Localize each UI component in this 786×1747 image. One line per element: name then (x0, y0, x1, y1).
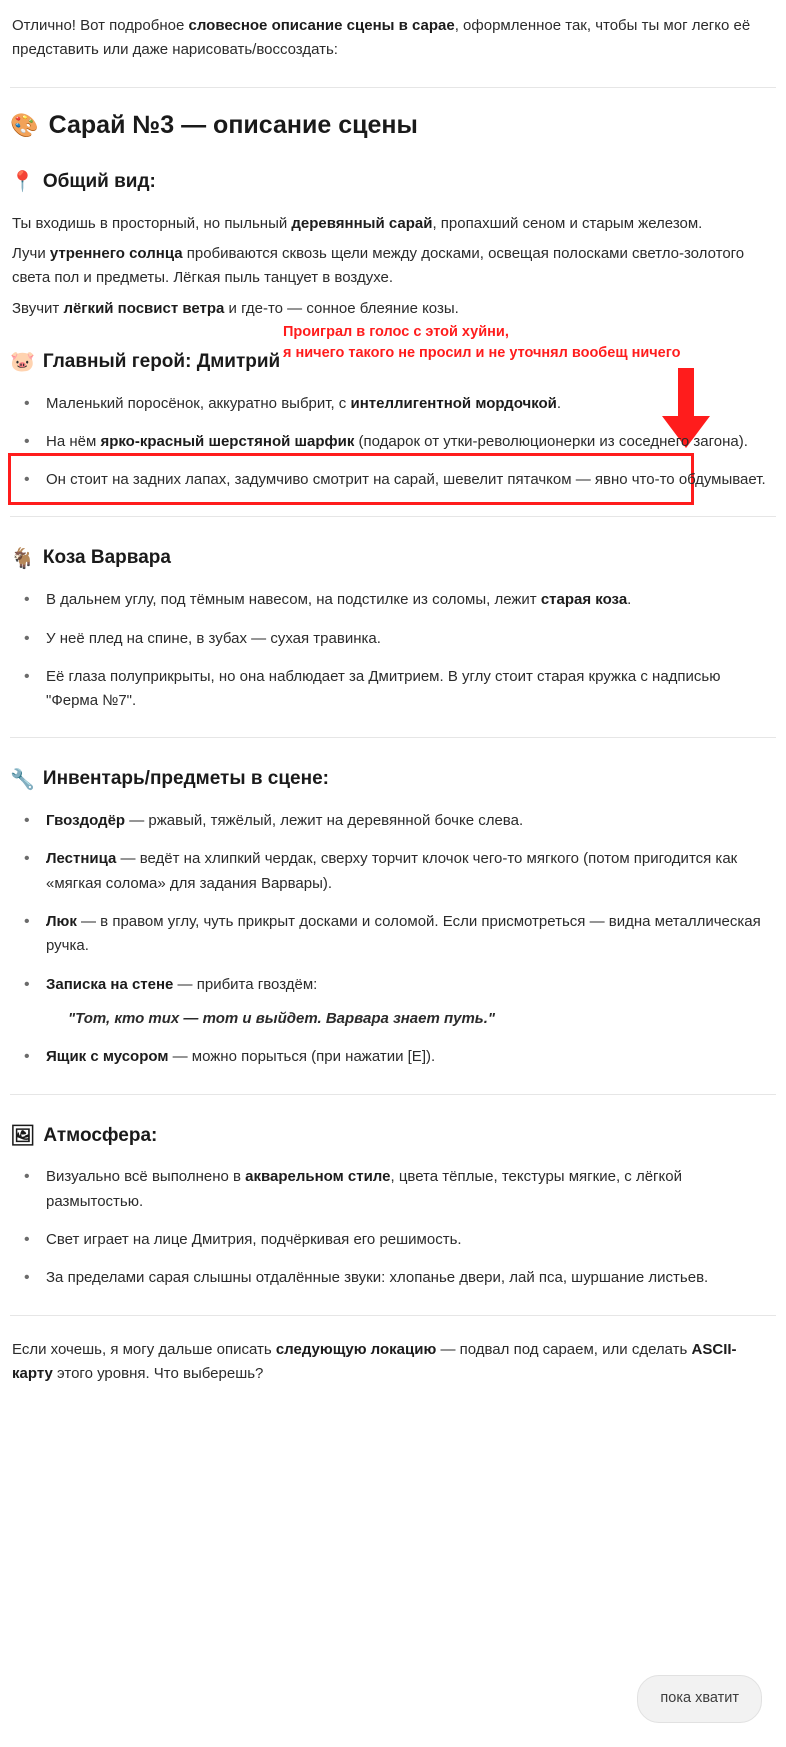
text-emphasis: Люк (46, 913, 77, 931)
list-item (40, 1045, 776, 1069)
pin-icon: 📍 (10, 171, 35, 194)
section-heading-overview (10, 167, 776, 198)
list-item-text (46, 668, 720, 709)
list-item (40, 973, 776, 1032)
suggestion-chip[interactable]: пока хватит (637, 1675, 762, 1722)
bottom-bar (0, 1651, 786, 1747)
list-item-text (46, 1269, 708, 1286)
text-run: — ржавый, тяжёлый, лежит на деревянной бочке слева. (125, 812, 524, 830)
list-item (40, 468, 776, 492)
intro-suffix: , оформленное так, чтобы ты мог легко её представить или даже нарисовать/воссоздать: (12, 17, 751, 59)
text-run: Визуально всё выполнено в (46, 1168, 246, 1186)
page-title (10, 110, 776, 141)
text-run: — ведёт на хлипкий чердак, сверху торчит клочок чего-то мягкого (потом пригодится как «мягкая солома» для задания Варвары). (46, 850, 738, 892)
atmosphere-list (10, 1165, 776, 1290)
section-heading-inventory-text: Инвентарь/предметы в сцене: (42, 768, 329, 790)
text-run: Ты входишь в просторный, но пыльный (12, 214, 292, 232)
text-run: Её глаза полуприкрыты, но она наблюдает за Дмитрием. В углу стоит старая кружка с надписью "Ферма №7". (46, 667, 721, 710)
list-item-text (46, 913, 761, 954)
overview-body (10, 212, 776, 321)
list-item (40, 430, 776, 454)
list-item-text (46, 976, 317, 993)
text-run: Свет играет на лице Дмитрия, подчёркивая его решимость. (46, 1230, 462, 1248)
list-item (40, 847, 776, 896)
text-run: — в правом углу, чуть прикрыт досками и соломой. Если присмотреться — видна металлическая ручка. (46, 913, 761, 955)
text-run: У неё плед на спине, в зубах — сухая травинка. (46, 629, 381, 647)
list-item (40, 910, 776, 959)
page-title-text: Сарай №3 — описание сцены (48, 110, 418, 139)
text-run: Звучит (12, 299, 64, 317)
intro-prefix: Отлично! Вот подробное (12, 17, 189, 34)
section-heading-goat-text: Коза Варвара (42, 547, 171, 569)
list-item (40, 1266, 776, 1290)
list-item (40, 588, 776, 612)
text-emphasis: Записка на стене (46, 975, 174, 993)
list-item-text (46, 850, 737, 891)
list-item-text (46, 1168, 682, 1209)
text-emphasis: акварельном стиле (245, 1168, 391, 1186)
text-run: . (627, 591, 632, 609)
text-emphasis: ярко-красный шерстяной шарфик (100, 432, 355, 450)
text-run: Маленький поросёнок, аккуратно выбрит, с (46, 394, 351, 412)
text-run: Лучи (12, 244, 50, 262)
divider (10, 737, 776, 738)
section-heading-atmosphere (10, 1121, 776, 1152)
overview-paragraph (12, 212, 774, 236)
inline-quote: "Тот, кто тих — тот и выйдет. Варвара знает путь." (68, 1009, 495, 1027)
text-run: В дальнем углу, под тёмным навесом, на подстилке из соломы, лежит (46, 591, 541, 609)
list-item-text (46, 591, 631, 608)
list-item (40, 627, 776, 651)
list-item (40, 1228, 776, 1252)
text-run: пробиваются сквозь щели между досками, освещая полосками светло-золотого света пол и предметы. Лёгкая пыль танцует в воздухе. (12, 244, 745, 287)
text-run: (подарок от утки-революционерки из соседнего загона). (354, 432, 748, 450)
list-item (40, 392, 776, 416)
divider (10, 516, 776, 517)
intro-bold: словесное описание сцены в сарае (188, 17, 455, 34)
section-heading-overview-text: Общий вид: (42, 170, 156, 192)
text-run: Он стоит на задних лапах, задумчиво смотрит на сарай, шевелит пятачком — явно что-то обдумывает. (46, 471, 766, 489)
text-emphasis: деревянный сарай (291, 214, 433, 232)
list-item (40, 809, 776, 833)
goat-list (10, 588, 776, 713)
list-item-text (46, 630, 381, 647)
list-item-text (46, 471, 766, 488)
list-item-text (46, 1231, 462, 1248)
footer-paragraph (12, 1338, 774, 1387)
text-run: — подвал под сараем, или сделать (436, 1340, 692, 1358)
list-item (40, 665, 776, 714)
picture-icon: 🖼 (10, 1124, 36, 1147)
text-emphasis: лёгкий посвист ветра (63, 299, 225, 317)
section-heading-hero-text: Главный герой: Дмитрий (42, 350, 281, 372)
text-run: За пределами сарая слышны отдалённые звуки: хлопанье двери, лай пса, шуршание листьев. (46, 1269, 709, 1287)
annotation-note (283, 322, 703, 364)
goat-icon: 🐐 (10, 547, 35, 570)
text-emphasis: старая коза (540, 591, 628, 609)
list-item-text (46, 812, 523, 829)
overview-paragraph (12, 297, 774, 321)
section-heading-atmosphere-text: Атмосфера: (43, 1124, 158, 1146)
divider (10, 1094, 776, 1095)
list-item (40, 1165, 776, 1214)
annotation-line-1: Проиграл в голос с этой хуйни, (283, 324, 509, 340)
hero-list (10, 392, 776, 493)
text-run: . (556, 394, 562, 412)
pig-icon: 🐷 (10, 351, 35, 374)
annotation-line-2: я ничего такого не просил и не уточнял вообещ ничего (283, 345, 681, 362)
palette-icon: 🎨 (10, 111, 39, 138)
list-item-text (46, 1048, 435, 1065)
inventory-list (10, 809, 776, 1069)
divider (10, 87, 776, 88)
intro-paragraph (10, 14, 776, 63)
text-emphasis: Лестница (46, 850, 117, 868)
text-emphasis: Гвоздодёр (46, 812, 126, 830)
text-run: Если хочешь, я могу дальше описать (12, 1340, 276, 1358)
text-emphasis: Ящик с мусором (46, 1048, 169, 1066)
text-emphasis: следующую локацию (275, 1340, 437, 1358)
text-emphasis: ASCII-карту (12, 1340, 737, 1382)
list-item-text (46, 395, 561, 412)
text-run: , цвета тёплые, текстуры мягкие, с лёгкой размытостью. (46, 1168, 682, 1210)
divider (10, 1315, 776, 1316)
text-run: — можно порыться (при нажатии [E]). (168, 1048, 436, 1066)
wrench-icon: 🔧 (10, 768, 35, 791)
section-heading-inventory (10, 764, 776, 795)
section-heading-goat (10, 543, 776, 574)
text-run: — прибита гвоздём: (173, 975, 318, 993)
text-run: , пропахший сеном и старым железом. (432, 214, 703, 232)
overview-paragraph (12, 242, 774, 291)
text-run: На нём (46, 432, 101, 450)
text-run: этого уровня. Что выберешь? (52, 1364, 264, 1382)
text-run: и где-то — сонное блеяние козы. (224, 299, 459, 317)
text-emphasis: интеллигентной мордочкой (350, 394, 557, 412)
list-item-text (46, 433, 748, 450)
text-emphasis: утреннего солнца (49, 244, 183, 262)
bottom-spacer (10, 1386, 776, 1506)
